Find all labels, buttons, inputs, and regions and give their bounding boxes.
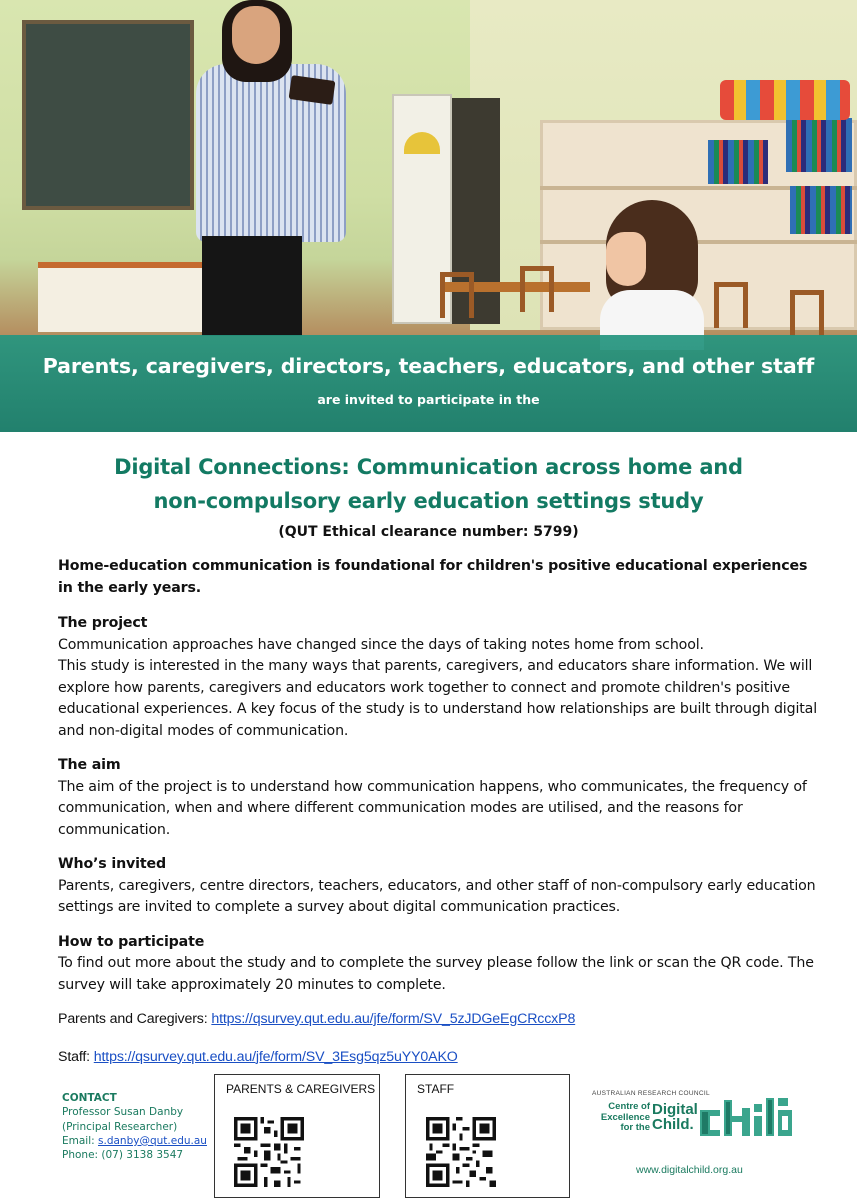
section-text: Parents, caregivers, centre directors, teachers, educators, and other staff of non-compulsory early education settings are invited to complete a survey about digital communication practices.	[58, 877, 816, 915]
child-logo-icon	[698, 1094, 794, 1140]
section-heading: How to participate	[58, 933, 205, 950]
parents-link-line	[58, 1009, 818, 1031]
contact-email-line	[62, 1134, 207, 1148]
section-heading: The aim	[58, 757, 121, 773]
section-aim	[58, 755, 818, 841]
books	[790, 186, 852, 234]
toys	[720, 80, 850, 120]
contact-block	[62, 1091, 207, 1162]
section-text: The aim of the project is to understand how communication happens, who communicates, the frequency of communication, when and where different communication modes are utilised, and the reasons for communication.	[58, 778, 807, 838]
section-participate	[58, 932, 818, 997]
hero-photo	[0, 0, 857, 432]
invitation-banner	[0, 335, 857, 432]
chalkboard	[22, 20, 194, 210]
section-heading: Who’s invited	[58, 856, 166, 872]
child-word: Child.	[652, 1116, 694, 1133]
section-project	[58, 613, 818, 742]
contact-email-link[interactable]: s.danby@qut.edu.au	[98, 1134, 207, 1147]
qr-label-parents: PARENTS & CAREGIVERS	[226, 1082, 376, 1096]
section-text: To find out more about the study and to complete the survey please follow the link or scan the QR code. The survey will take approximately 20 minutes to complete.	[58, 955, 814, 993]
ethics-number: (QUT Ethical clearance number: 5799)	[278, 524, 579, 540]
study-title-line2: non-compulsory early education settings study	[153, 489, 704, 513]
section-text: Communication approaches have changed since the days of taking notes home from school.	[58, 636, 704, 653]
digital-child-text	[652, 1102, 698, 1132]
chair	[714, 282, 748, 328]
shelf-board	[540, 240, 857, 244]
contact-role: (Principal Researcher)	[62, 1120, 178, 1133]
study-title	[0, 450, 857, 518]
centre-line1: Centre of	[608, 1101, 650, 1112]
child-face	[606, 232, 646, 286]
website-url[interactable]: www.digitalchild.org.au	[636, 1164, 743, 1176]
teacher-face	[232, 6, 280, 64]
teacher-pants	[202, 236, 302, 336]
centre-logo	[592, 1090, 802, 1150]
qr-box-parents	[214, 1074, 380, 1198]
banner-subline: are invited to participate in the	[317, 392, 540, 407]
email-label: Email:	[62, 1134, 95, 1147]
main-content	[58, 556, 818, 1084]
lead-statement: Home-education communication is foundational for children's positive educational experiences in the early years.	[58, 558, 808, 596]
staff-link-label: Staff:	[58, 1048, 90, 1065]
parents-link-label: Parents and Caregivers:	[58, 1011, 208, 1027]
chair	[520, 266, 554, 312]
arc-label: AUSTRALIAN RESEARCH COUNCIL	[592, 1090, 710, 1097]
section-text: This study is interested in the many ways that parents, caregivers, and educators share information. We will explore how parents, caregivers and educators work together to connect and promote children's positive educational experiences. A key focus of the study is to understand how relationships are built through digital and non-digital modes of communication.	[58, 658, 817, 739]
desk	[38, 262, 218, 332]
banner-headline: Parents, caregivers, directors, teachers, educators, and other staff	[42, 354, 815, 378]
qr-label-staff: STAFF	[417, 1082, 455, 1096]
centre-line3: for the	[620, 1122, 650, 1133]
chair	[440, 272, 474, 318]
contact-name: Professor Susan Danby	[62, 1106, 184, 1119]
books	[786, 118, 852, 172]
contact-label: CONTACT	[62, 1092, 117, 1104]
staff-survey-link[interactable]: https://qsurvey.qut.edu.au/jfe/form/SV_3Esg5qz5uYY0AKO	[93, 1048, 458, 1065]
digital-word: Digital	[652, 1101, 698, 1118]
qr-code-parents[interactable]	[234, 1117, 304, 1187]
study-title-line1: Digital Connections: Communication across home and	[114, 455, 743, 479]
staff-link-line	[58, 1047, 818, 1069]
centre-line2: Excellence	[600, 1111, 650, 1123]
qr-code-staff[interactable]	[426, 1117, 496, 1187]
section-heading: The project	[58, 615, 148, 631]
section-invited	[58, 854, 818, 919]
chair	[790, 290, 824, 336]
books	[708, 140, 768, 184]
centre-text	[592, 1102, 650, 1134]
contact-phone: Phone: (07) 3138 3547	[62, 1149, 184, 1162]
parents-survey-link[interactable]: https://qsurvey.qut.edu.au/jfe/form/SV_5zJDGeEgCRccxP8	[211, 1011, 576, 1027]
qr-box-staff	[405, 1074, 570, 1198]
